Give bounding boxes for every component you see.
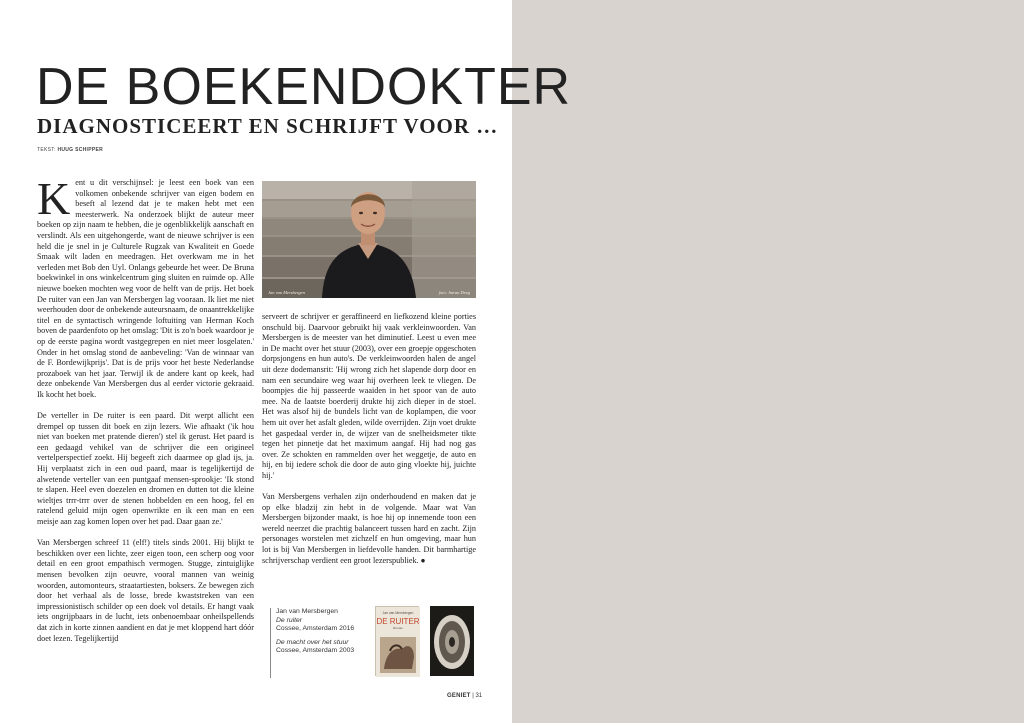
- text-column-2: [262, 312, 476, 602]
- byline: [37, 147, 103, 153]
- book-info: [270, 608, 370, 678]
- magazine-name: GENIET: [447, 693, 471, 699]
- text-column-1: [37, 178, 254, 688]
- book-title-2: [276, 639, 370, 648]
- cover-illustration: [430, 606, 474, 676]
- dropcap: K: [37, 178, 71, 224]
- book-title-text: De ruiter: [276, 616, 303, 624]
- paragraph: Van Mersbergen schreef 11 (elf!) titels sinds 2001. Hij blijkt te beschikken over een lichte, zeer eigen toon, een scherp oog voor detail en een groot empathisch vermogen. Stugge, zintuiglijke mensen bevolken zijn oeuvre, vooral mannen van weinig woorden, automonteurs, straatartiesten, boksers. Ze bewegen zich door het verhaal als de losse, brede kwaststreken van een impressionistisch schilder op een doek vol details. Er hangt vaak iets ongrijpbaars in de lucht, iets onbenoembaar onheilspellends dat zich in korte zinnen aandient en dat je met kloppend hart dóór doet lezen. Tegelijkertijd: [37, 538, 254, 643]
- facing-page-background: [512, 0, 1024, 723]
- photo-caption-name: Jan van Mersbergen: [268, 290, 305, 295]
- paragraph: serveert de schrijver er geraffineerd en liefkozend kleine porties onschuld bij. Daarvoor gebruikt hij vaak verkleinwoorden. Van Mersbergen is de meester van het diminutief. Leest u even mee in De macht over het stuur (2003), over een groepje opgeschoten dorpsjongens en hun auto's. De verkleinwoorden halen de angel uit deze dodemansrit: 'Hij wrong zich het slapende dorp door en nam een secundaire weg waar hij overheen leek te vliegen. De boompjes die hij passeerde waaiden in het spoor van de auto mee. Na de laatste boerderij drukte hij zich dieper in de stoel. Het was alsof hij de bundels licht van de koplampen, die voor hem uit over het asfalt gleden, wilde overrijden. Zijn voet drukte het gaspedaal verder in, de wijzer van de snelheidsmeter tikte tegen het pinnetje dat het maximum aangaf. Hij had nog gas over. Ze schokten en rammelden over het weggetje, de auto en hij, en bij iedere schok die door de auto ging vloekte hij, juichte hij.': [262, 312, 476, 480]
- byline-author: HUUG SCHIPPER: [57, 147, 104, 153]
- paragraph: Van Mersbergens verhalen zijn onderhoudend en maken dat je op elke bladzij zin hebt in de volgende. Maar wat Van Mersbergen bijzonder maakt, is hoe hij op innemende toon een wereld neerzet die prachtig balanceert tussen hard en zacht. Zijn personages worstelen met zichzelf en hun omgeving, maar hun lot is bij Van Mersbergen in liefdevolle handen. Dit barmhartige schrijverschap verdient een groot lezerspubliek. ●: [262, 492, 476, 565]
- book-title-1: [276, 617, 370, 626]
- page-folio: [447, 693, 482, 699]
- cover-author: Jan van Mersbergen: [382, 611, 414, 615]
- book-author: Jan van Mersbergen: [276, 608, 338, 615]
- author-photo: [262, 181, 476, 298]
- article-subtitle: DIAGNOSTICEERT EN SCHRIJFT VOOR …: [37, 114, 499, 138]
- book-publisher-1: Cossee, Amsterdam 2016: [276, 625, 355, 632]
- folio-separator: |: [472, 693, 474, 699]
- cover-title: DE RUITER: [376, 617, 420, 626]
- book-cover-de-macht-over-het-stuur: [430, 606, 474, 676]
- paragraph: De verteller in De ruiter is een paard. Dit werpt allicht een drempel op tussen dit boek en zijn lezers. Wie afhaakt ('ik hou niet van boeken met pratende dieren') stel ik gerust. Het paard is een gedaagd vehikel van de schrijver die een origineel vertelperspectief zoekt. Hij begeeft zich daarmee op glad ijs, ja. Hij verplaatst zich in een oud paard, maar is tegelijkertijd de alwetende verteller van een puntgaaf mensen-sprookje: 'Ik stond te slapen. Heel even doezelen en dromen en dutten tot die kleine wieltjes trrr-trrr over de stenen hobbelden en een hoog, fel en ratelend geluid mijn ogen openwrikte en ik een man en een meisje aan zag komen lopen over het pad. Daar gaan ze.': [37, 411, 254, 526]
- photo-credit: foto: Imran Deeg: [438, 290, 470, 295]
- cover-illustration: [376, 607, 420, 677]
- cover-subtitle: Roman: [393, 626, 403, 630]
- article-title: DE BOEKENDOKTER: [36, 58, 572, 116]
- byline-label: TEKST:: [37, 147, 56, 153]
- page-number: 31: [475, 693, 483, 699]
- book-publisher-2: Cossee, Amsterdam 2003: [276, 647, 355, 654]
- author-photo-illustration: [262, 181, 476, 298]
- book-title-text: De macht over het stuur: [276, 638, 349, 646]
- paragraph: [37, 178, 254, 400]
- book-cover-de-ruiter: [375, 606, 419, 676]
- paragraph-text: ent u dit verschijnsel: je leest een boek van een volkomen onbekende schrijver van eigen bodem en beseft al lezend dat je te maken hebt met een meesterwerk. Na onderzoek blijkt de auteur meer boeken op zijn naam te hebben, die je ogenblikkelijk aanschaft en verslindt. Als een uitgehongerde, want de nieuwe schrijver is een held die je snel in je Culturele Rugzak van Kwaliteit en Goede Smaak wilt laden en meedragen. Het overkwam me in het verleden met Bob den Uyl. Onlangs gebeurde het weer. De Bruna boekwinkel in ons winkelcentrum ging sluiten en ruimde op. Alle nieuwe boeken mochten weg voor de helft van de prijs. Het boek De ruiter van een Jan van Mersbergen lag vooraan. Ik liet me niet weerhouden door de onbekende auteursnaam, de onaantrekkelijke titel en de syntactisch wringende loftuiting van Herman Koch boven de paardenfoto op het omslag: 'Dit is zo'n boek waardoor je op de eerste pagina wordt vastgegrepen en niet meer losgelaten.' Onder in het omslag stond de aanbeveling: 'Van de winnaar van de F. Bordewijkprijs'. Dat is de prijs voor het beste Nederlandse prozaboek van het jaar. Terwijl ik de andere kant op keek, had deze onbekende Van Mersbergen dus al eerder victorie gekraaid. Ik kocht het boek.: [37, 178, 254, 399]
